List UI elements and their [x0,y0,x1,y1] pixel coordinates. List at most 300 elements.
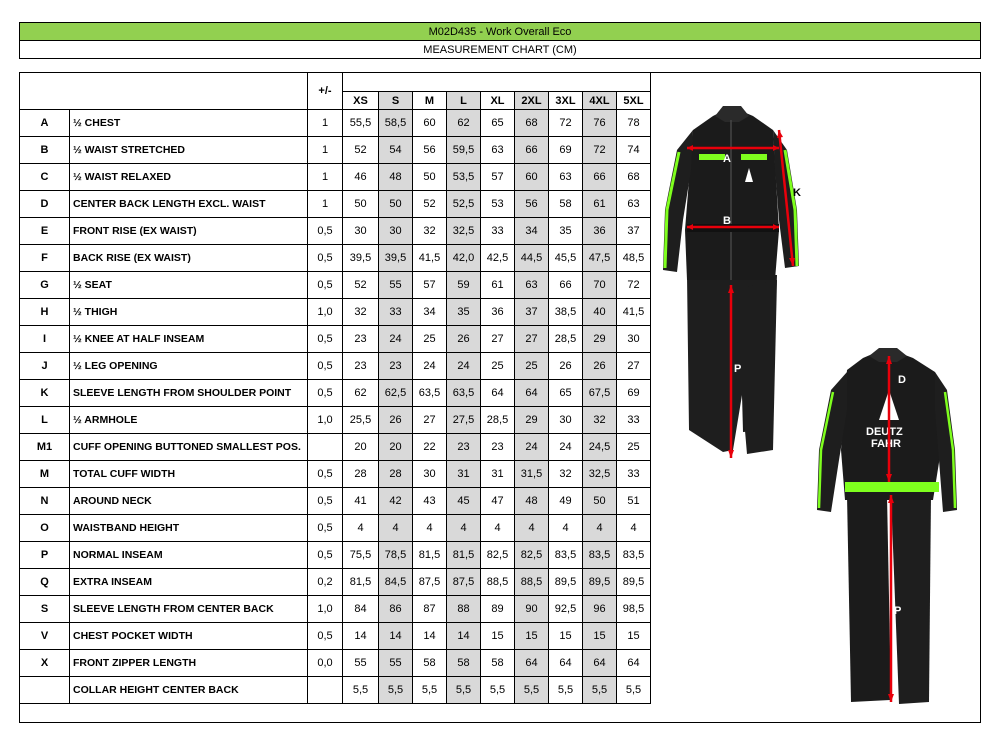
row-value: 15 [583,623,617,650]
row-description: ½ WAIST RELAXED [70,164,308,191]
chest-pocket-right [741,154,767,160]
size-header-2xl: 2XL [515,92,549,110]
row-value: 5,5 [379,677,413,704]
row-value: 46 [343,164,379,191]
row-value: 87 [413,596,447,623]
row-value: 41,5 [617,299,651,326]
row-code: X [20,650,70,677]
row-tolerance: 1 [308,110,343,137]
row-tolerance: 0,5 [308,218,343,245]
row-value: 81,5 [413,542,447,569]
row-value: 82,5 [481,542,515,569]
row-value: 66 [549,272,583,299]
row-value: 41 [343,488,379,515]
row-value: 67,5 [583,380,617,407]
table-row [20,218,651,245]
row-value: 47,5 [583,245,617,272]
row-description: ½ SEAT [70,272,308,299]
row-value: 75,5 [343,542,379,569]
row-value: 41,5 [413,245,447,272]
row-tolerance: 0,5 [308,245,343,272]
row-value: 37 [515,299,549,326]
row-code: M [20,461,70,488]
row-value: 33 [379,299,413,326]
row-tolerance: 0,2 [308,569,343,596]
row-value: 32 [343,299,379,326]
row-value: 63 [481,137,515,164]
row-value: 63,5 [413,380,447,407]
row-value: 28,5 [481,407,515,434]
row-value: 28 [379,461,413,488]
row-code: C [20,164,70,191]
row-value: 25 [617,434,651,461]
table-row [20,569,651,596]
row-description: COLLAR HEIGHT CENTER BACK [70,677,308,704]
row-code: H [20,299,70,326]
row-value: 65 [481,110,515,137]
row-value: 64 [617,650,651,677]
row-value: 82,5 [515,542,549,569]
row-description: CENTER BACK LENGTH EXCL. WAIST [70,191,308,218]
row-value: 54 [379,137,413,164]
row-value: 66 [583,164,617,191]
table-row [20,515,651,542]
row-value: 63 [549,164,583,191]
row-value: 49 [549,488,583,515]
row-value: 83,5 [549,542,583,569]
row-value: 14 [343,623,379,650]
row-value: 57 [481,164,515,191]
tolerance-header: +/- [308,73,343,110]
back-waistband [845,482,939,492]
row-value: 36 [481,299,515,326]
row-value: 70 [583,272,617,299]
table-row [20,488,651,515]
row-value: 89,5 [549,569,583,596]
row-code: S [20,596,70,623]
table-row [20,299,651,326]
row-value: 5,5 [343,677,379,704]
measurement-table [19,72,651,704]
row-value: 32 [549,461,583,488]
row-value: 84,5 [379,569,413,596]
row-value: 64 [515,380,549,407]
back-left-leg [847,495,891,702]
row-value: 14 [379,623,413,650]
row-value: 58,5 [379,110,413,137]
front-label-a: A [723,153,731,165]
row-value: 51 [617,488,651,515]
row-value: 83,5 [617,542,651,569]
row-code: O [20,515,70,542]
row-value: 76 [583,110,617,137]
row-code: I [20,326,70,353]
row-value: 74 [617,137,651,164]
size-header-strip [343,73,651,92]
row-value: 47 [481,488,515,515]
row-value: 69 [617,380,651,407]
row-value: 40 [583,299,617,326]
row-value: 55 [379,650,413,677]
row-value: 78,5 [379,542,413,569]
row-value: 24 [413,353,447,380]
row-value: 27 [515,326,549,353]
row-value: 5,5 [413,677,447,704]
row-value: 58 [447,650,481,677]
row-value: 50 [343,191,379,218]
row-value: 52 [413,191,447,218]
row-value: 37 [617,218,651,245]
row-code: Q [20,569,70,596]
row-value: 27 [617,353,651,380]
row-value: 26 [379,407,413,434]
row-value: 32 [583,407,617,434]
row-code: L [20,407,70,434]
row-value: 53 [481,191,515,218]
row-description: FRONT RISE (EX WAIST) [70,218,308,245]
row-code: D [20,191,70,218]
front-label-p: P [734,363,742,375]
row-value: 5,5 [549,677,583,704]
row-value: 84 [343,596,379,623]
row-value: 50 [583,488,617,515]
row-code: M1 [20,434,70,461]
table-row [20,623,651,650]
size-header-xs: XS [343,92,379,110]
row-value: 42 [379,488,413,515]
row-value: 5,5 [515,677,549,704]
front-overall [663,106,801,458]
row-description: SLEEVE LENGTH FROM SHOULDER POINT [70,380,308,407]
row-value: 26 [447,326,481,353]
row-value: 23 [379,353,413,380]
size-header-xl: XL [481,92,515,110]
row-value: 31,5 [515,461,549,488]
row-value: 15 [549,623,583,650]
row-value: 52,5 [447,191,481,218]
garment-illustration [651,90,981,723]
row-value: 88,5 [481,569,515,596]
row-value: 30 [617,326,651,353]
row-value: 63 [617,191,651,218]
row-tolerance: 0,5 [308,272,343,299]
row-value: 52 [343,137,379,164]
row-description: FRONT ZIPPER LENGTH [70,650,308,677]
row-value: 61 [583,191,617,218]
back-label-p: P [894,605,902,617]
row-value: 4 [583,515,617,542]
table-row [20,137,651,164]
row-value: 78 [617,110,651,137]
row-description: WAISTBAND HEIGHT [70,515,308,542]
row-value: 89,5 [583,569,617,596]
row-value: 44,5 [515,245,549,272]
row-code: J [20,353,70,380]
table-row [20,461,651,488]
row-value: 39,5 [379,245,413,272]
row-value: 61 [481,272,515,299]
row-description: ½ WAIST STRETCHED [70,137,308,164]
row-value: 55 [379,272,413,299]
row-value: 90 [515,596,549,623]
row-value: 34 [413,299,447,326]
row-code: B [20,137,70,164]
row-value: 32,5 [447,218,481,245]
row-value: 33 [617,461,651,488]
row-value: 23 [447,434,481,461]
row-value: 33 [481,218,515,245]
row-description: ½ LEG OPENING [70,353,308,380]
row-value: 42,0 [447,245,481,272]
row-value: 23 [343,353,379,380]
row-tolerance [308,677,343,704]
row-value: 14 [413,623,447,650]
row-value: 5,5 [583,677,617,704]
row-value: 5,5 [617,677,651,704]
table-row [20,380,651,407]
row-value: 55,5 [343,110,379,137]
row-value: 36 [583,218,617,245]
row-description: ½ ARMHOLE [70,407,308,434]
row-tolerance: 0,5 [308,461,343,488]
row-value: 72 [583,137,617,164]
front-torso [685,110,779,280]
row-tolerance: 0,5 [308,326,343,353]
row-value: 58 [413,650,447,677]
chest-pocket-left [699,154,725,160]
row-code: A [20,110,70,137]
row-value: 81,5 [343,569,379,596]
size-header-m: M [413,92,447,110]
row-value: 89 [481,596,515,623]
row-value: 88 [447,596,481,623]
row-value: 25 [515,353,549,380]
row-value: 23 [343,326,379,353]
row-value: 63,5 [447,380,481,407]
row-value: 52 [343,272,379,299]
row-value: 5,5 [447,677,481,704]
table-row [20,110,651,137]
overall-drawing [651,90,981,723]
table-row [20,407,651,434]
table-row [20,677,651,704]
back-label-d: D [898,374,906,386]
row-description: AROUND NECK [70,488,308,515]
row-value: 48 [515,488,549,515]
row-value: 42,5 [481,245,515,272]
table-row [20,596,651,623]
row-tolerance: 1,0 [308,299,343,326]
row-value: 92,5 [549,596,583,623]
row-value: 35 [549,218,583,245]
row-value: 29 [583,326,617,353]
row-code: P [20,542,70,569]
row-value: 59 [447,272,481,299]
row-tolerance: 0,5 [308,515,343,542]
row-value: 62 [343,380,379,407]
row-value: 24 [447,353,481,380]
back-logo-line2: FAHR [871,438,901,450]
row-value: 4 [413,515,447,542]
row-value: 26 [583,353,617,380]
size-header-5xl: 5XL [617,92,651,110]
row-value: 20 [343,434,379,461]
size-header-l: L [447,92,481,110]
back-logo-line1: DEUTZ [866,426,903,438]
row-value: 35 [447,299,481,326]
row-value: 39,5 [343,245,379,272]
row-code: V [20,623,70,650]
row-value: 62,5 [379,380,413,407]
row-value: 58 [481,650,515,677]
row-value: 60 [515,164,549,191]
size-header-3xl: 3XL [549,92,583,110]
row-description: BACK RISE (EX WAIST) [70,245,308,272]
row-value: 64 [515,650,549,677]
row-value: 25 [481,353,515,380]
row-tolerance: 0,5 [308,380,343,407]
row-tolerance: 1 [308,164,343,191]
row-value: 69 [549,137,583,164]
document-subtitle: MEASUREMENT CHART (CM) [19,40,981,59]
row-value: 4 [447,515,481,542]
row-value: 30 [343,218,379,245]
row-value: 98,5 [617,596,651,623]
row-description: EXTRA INSEAM [70,569,308,596]
row-value: 48,5 [617,245,651,272]
row-description: NORMAL INSEAM [70,542,308,569]
row-value: 22 [413,434,447,461]
front-label-k: K [793,187,801,199]
row-value: 4 [481,515,515,542]
row-tolerance: 1,0 [308,596,343,623]
table-row [20,272,651,299]
table-row [20,434,651,461]
row-value: 28 [343,461,379,488]
row-value: 96 [583,596,617,623]
row-value: 50 [379,191,413,218]
row-value: 27 [413,407,447,434]
table-row [20,164,651,191]
row-value: 32 [413,218,447,245]
table-row [20,542,651,569]
row-value: 25,5 [343,407,379,434]
table-row [20,326,651,353]
row-value: 45 [447,488,481,515]
row-value: 31 [447,461,481,488]
row-value: 83,5 [583,542,617,569]
row-value: 59,5 [447,137,481,164]
row-value: 33 [617,407,651,434]
header-row-top [20,73,651,92]
table-row [20,353,651,380]
table-row [20,650,651,677]
row-value: 56 [515,191,549,218]
row-value: 4 [379,515,413,542]
size-header-4xl: 4XL [583,92,617,110]
row-value: 43 [413,488,447,515]
row-value: 45,5 [549,245,583,272]
row-tolerance: 0,0 [308,650,343,677]
row-value: 89,5 [617,569,651,596]
row-value: 50 [413,164,447,191]
back-overall [817,348,957,704]
row-description: CUFF OPENING BUTTONED SMALLEST POS. [70,434,308,461]
row-description: TOTAL CUFF WIDTH [70,461,308,488]
row-value: 28,5 [549,326,583,353]
row-value: 87,5 [447,569,481,596]
row-value: 65 [549,380,583,407]
row-value: 66 [515,137,549,164]
row-value: 15 [515,623,549,650]
row-value: 81,5 [447,542,481,569]
row-code [20,677,70,704]
row-value: 24,5 [583,434,617,461]
row-value: 87,5 [413,569,447,596]
row-value: 58 [549,191,583,218]
row-code: N [20,488,70,515]
row-value: 88,5 [515,569,549,596]
row-value: 20 [379,434,413,461]
row-value: 30 [549,407,583,434]
row-value: 72 [617,272,651,299]
row-value: 25 [413,326,447,353]
row-value: 4 [617,515,651,542]
row-value: 64 [583,650,617,677]
row-value: 5,5 [481,677,515,704]
row-description: ½ THIGH [70,299,308,326]
row-value: 34 [515,218,549,245]
row-code: E [20,218,70,245]
row-value: 30 [379,218,413,245]
document-title: M02D435 - Work Overall Eco [19,22,981,41]
row-value: 48 [379,164,413,191]
row-code: G [20,272,70,299]
row-description: SLEEVE LENGTH FROM CENTER BACK [70,596,308,623]
row-description: ½ KNEE AT HALF INSEAM [70,326,308,353]
row-value: 24 [379,326,413,353]
row-value: 24 [549,434,583,461]
row-value: 64 [481,380,515,407]
row-value: 60 [413,110,447,137]
row-value: 26 [549,353,583,380]
row-value: 4 [515,515,549,542]
table-row [20,245,651,272]
row-value: 23 [481,434,515,461]
row-code: F [20,245,70,272]
row-value: 56 [413,137,447,164]
row-value: 63 [515,272,549,299]
row-value: 38,5 [549,299,583,326]
row-value: 4 [549,515,583,542]
row-tolerance: 1 [308,137,343,164]
row-value: 15 [481,623,515,650]
row-tolerance: 0,5 [308,353,343,380]
row-value: 15 [617,623,651,650]
row-value: 64 [549,650,583,677]
row-tolerance [308,434,343,461]
row-value: 32,5 [583,461,617,488]
row-tolerance: 0,5 [308,488,343,515]
row-value: 31 [481,461,515,488]
row-value: 27 [481,326,515,353]
table-row [20,191,651,218]
row-value: 53,5 [447,164,481,191]
front-label-b: B [723,215,731,227]
row-value: 62 [447,110,481,137]
row-value: 86 [379,596,413,623]
row-value: 57 [413,272,447,299]
